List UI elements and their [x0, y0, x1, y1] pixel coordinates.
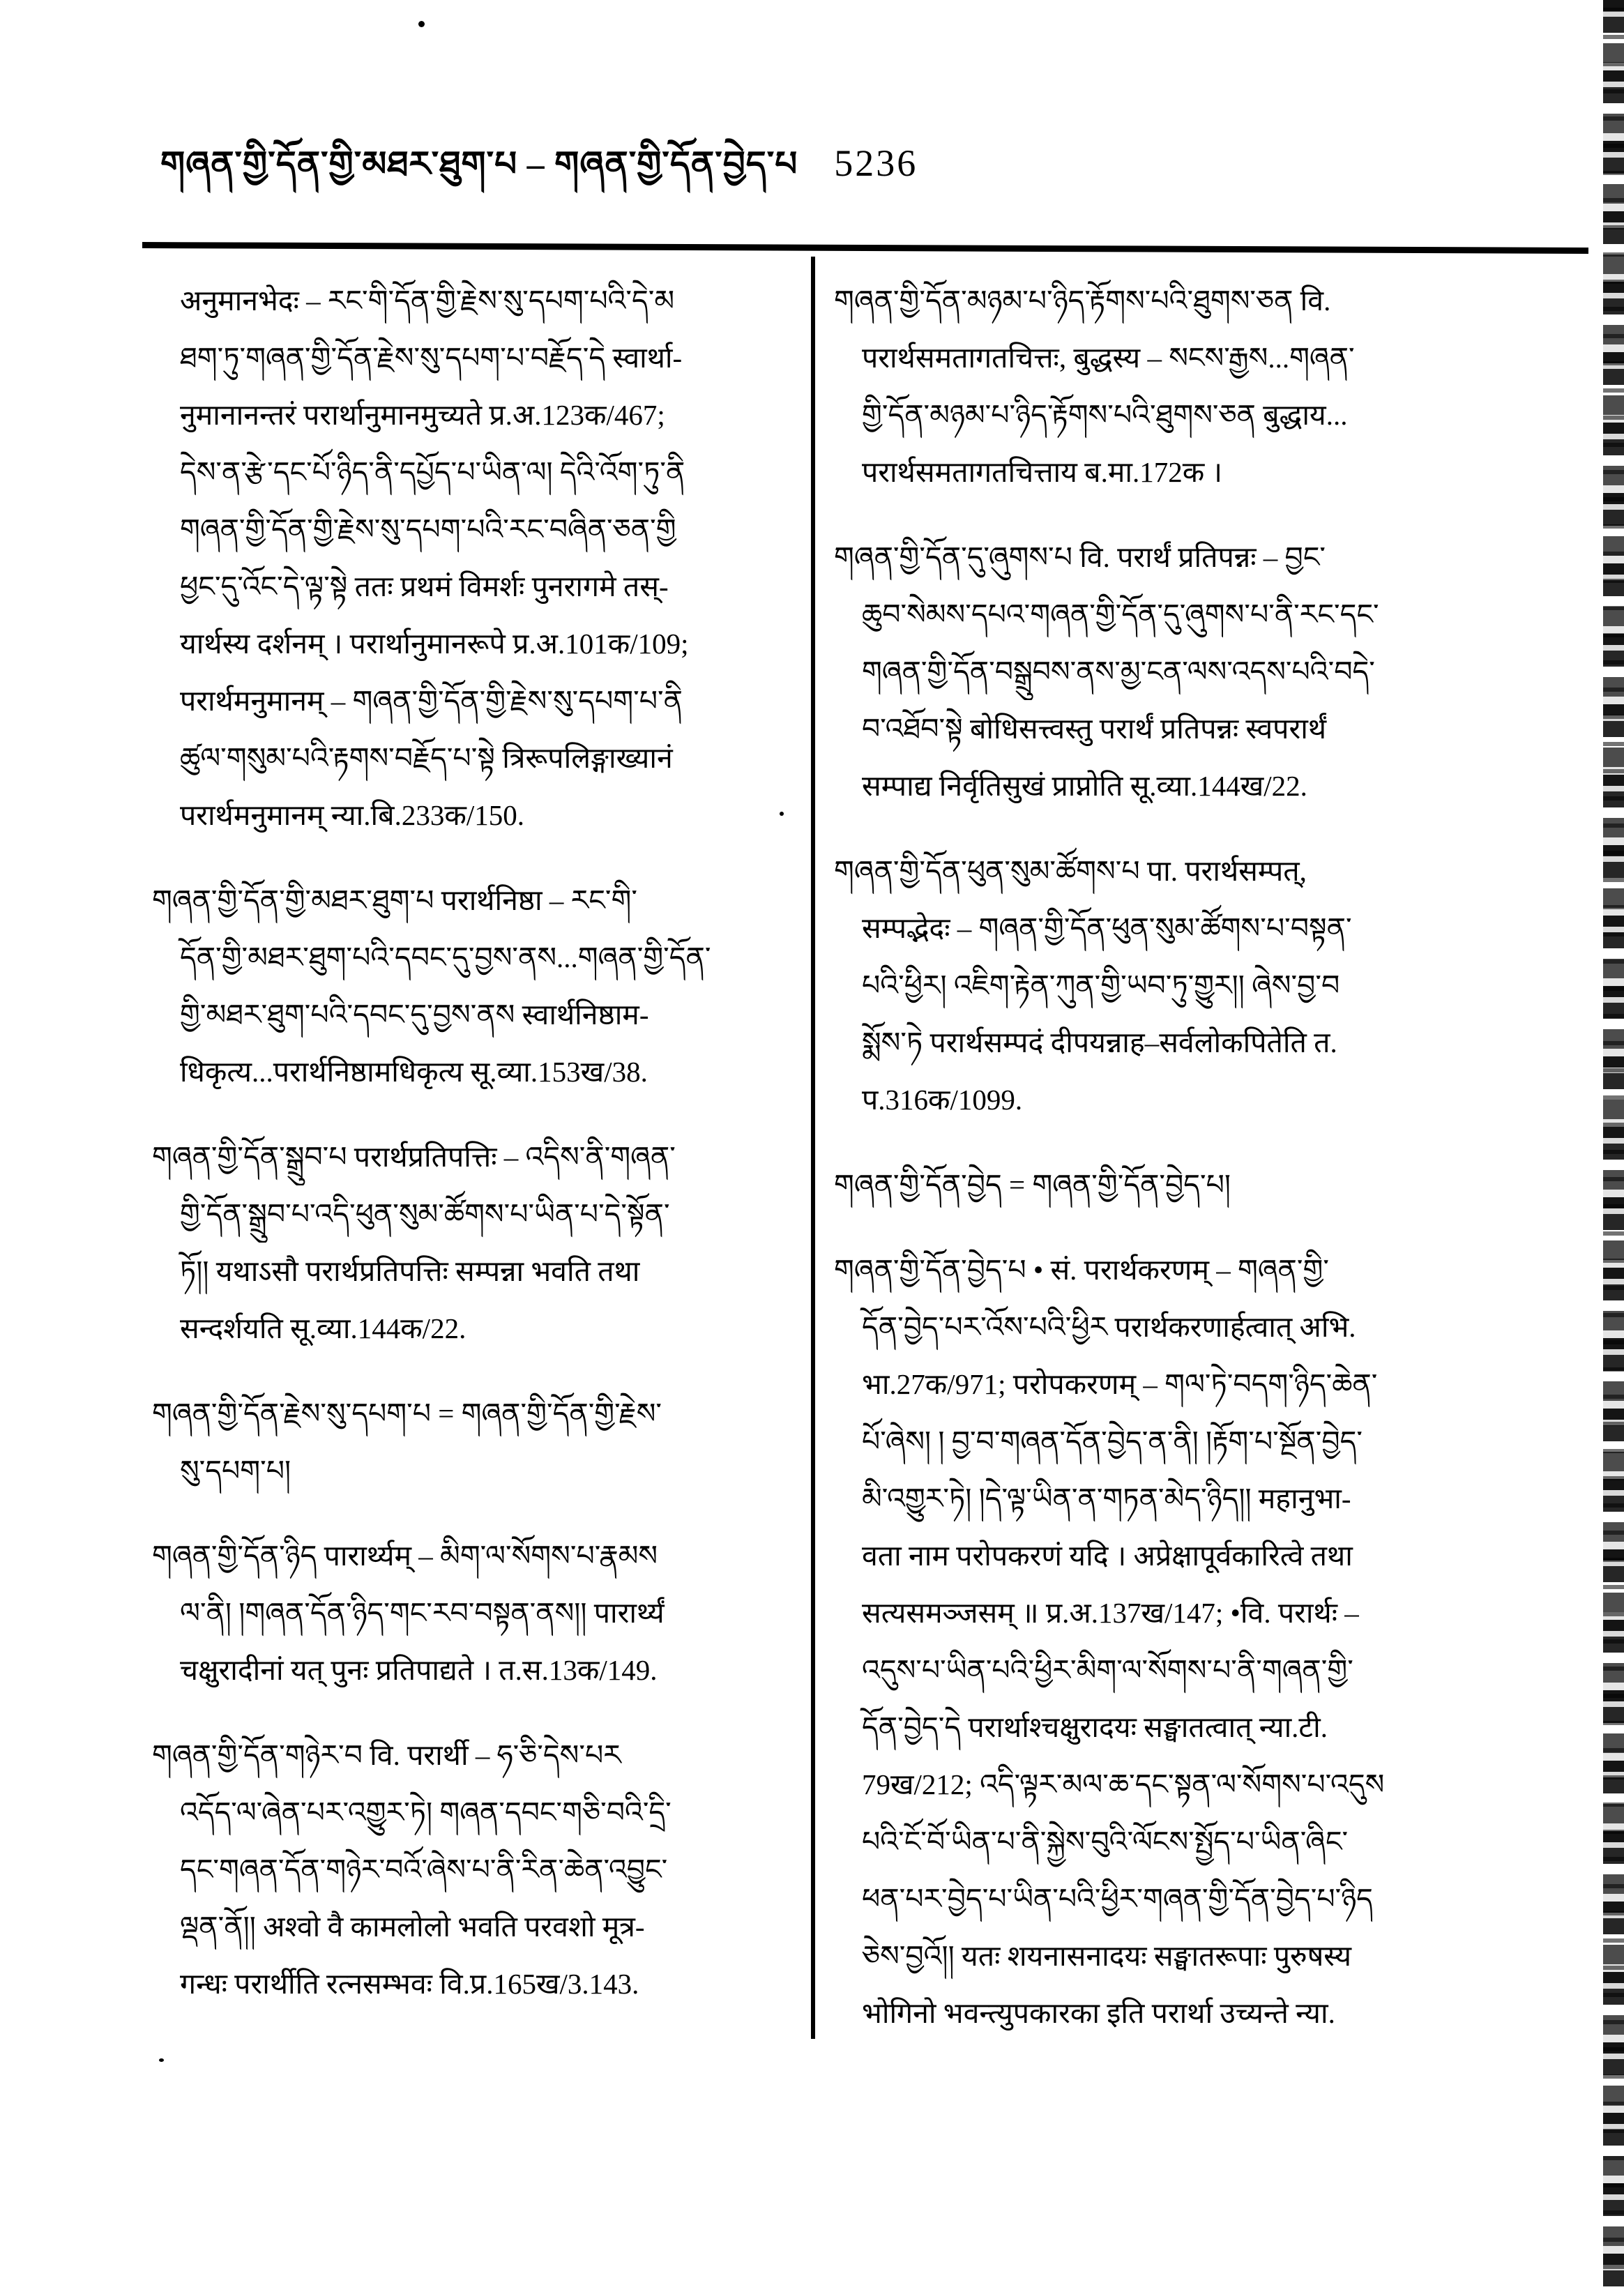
dictionary-entry [152, 1527, 813, 1699]
right-column [834, 272, 1597, 2070]
entry-line: नुमानानन्तरं परार्थानुमानमुच्यते प्र.अ.123क/467; [180, 399, 665, 431]
entry-line: གཞན་གྱི་དོན་བྱེད་པ • सं. परार्थकरणम् – གཞན་གྱི་ [834, 1254, 1329, 1286]
scan-edge-artifact [1603, 0, 1624, 2292]
entry-line: चक्षुरादीनां यत् पुनः प्रतिपाद्यते । त.स.13क/149. [180, 1654, 658, 1686]
entry-line: ཏོ།། यथाऽसौ परार्थप्रतिपत्तिः सम्पन्ना भवति तथा [180, 1255, 640, 1287]
dictionary-entry [834, 1241, 1597, 2042]
dictionary-entry [152, 1726, 813, 2012]
entry-line: གཞན་གྱི་དོན་བསྒྲུབས་ནས་མྱ་ངན་ལས་འདས་པའི་བདེ་ [862, 655, 1375, 688]
dictionary-entry [152, 1128, 813, 1357]
entry-line: सम्पद्भेदः – གཞན་གྱི་དོན་ཕུན་སུམ་ཚོགས་པ་བསྟན་ [862, 912, 1352, 944]
header-rule [142, 242, 1588, 254]
entry-line: ཐག་ཏུ་གཞན་གྱི་དོན་རྗེས་སུ་དཔག་པ་བརྗོད་དེ स्वार्था- [180, 342, 683, 374]
left-column [152, 272, 813, 2040]
dictionary-entry [834, 272, 1597, 501]
entry-line: གཞན་གྱི་དོན་མཉམ་པ་ཉིད་རྟོགས་པའི་ཐུགས་ཅན वि. [834, 284, 1331, 317]
entry-line: सत्यसमञ्जसम् ॥ प्र.अ.137ख/147; •वि. परार्थः – [862, 1597, 1359, 1629]
dictionary-entry [834, 1156, 1597, 1213]
entry-line: भोगिनो भवन्त्युपकारका इति परार्था उच्यन्ते न्या. [862, 1997, 1335, 2029]
entry-line: ཅེས་བྱའོ།། यतः शयनासनादयः सङ्घातरूपाः पुरुषस्य [862, 1940, 1352, 1972]
page-number: 5236 [834, 142, 918, 184]
entry-line: གྱི་མཐར་ཐུག་པའི་དབང་དུ་བྱས་ནས स्वार्थनिष्ठाम- [180, 999, 649, 1031]
entry-line: परार्थमनुमानम् न्या.बि.233क/150. [180, 799, 524, 831]
entry-line: ལྡན་ནོ།། अश्वो वै कामलोलो भवति परवशो मूत्र- [180, 1911, 645, 1943]
entry-line: མི་འགྱུར་ཏེ། །དེ་ལྟ་ཡིན་ན་གཏན་མེད་ཉིད།། महानुभा- [862, 1482, 1351, 1515]
entry-line: དང་གཞན་དོན་གཉེར་བའོ་ཞེས་པ་ནི་རིན་ཆེན་འབྱུང་ [180, 1853, 668, 1885]
entry-line: གཞན་གྱི་དོན་གྱི་རྗེས་སུ་དཔག་པའི་རང་བཞིན་ཅན་གྱི [180, 513, 676, 545]
entry-line: भा.27क/971; परोपकरणम् – གལ་ཏེ་བདག་ཉིད་ཆེན་ [862, 1368, 1378, 1400]
scan-speck [418, 21, 425, 27]
entry-line: གཞན་གྱི་དོན་སྒྲུབ་པ परार्थप्रतिपत्तिः – འདིས་ནི་གཞན་ [152, 1141, 676, 1173]
scan-speck [159, 2058, 164, 2062]
entry-line: ཕྱང་དུ་འོང་དེ་ལྟ་སྟེ ततः प्रथमं विमर्शः पुनरागमे तस्- [180, 570, 669, 602]
entry-line: པའི་ངོ་བོ་ཡིན་པ་ནི་སྐྱེས་བུའི་ལོངས་སྤྱོད་པ་ཡིན་ཞིང་ [862, 1826, 1349, 1858]
entry-line: प.316क/1099. [862, 1084, 1023, 1116]
entry-line: परार्थमनुमानम् – གཞན་གྱི་དོན་གྱི་རྗེས་སུ་དཔག་པ་ནི [180, 685, 683, 717]
entry-line: སུ་དཔག་པ། [180, 1455, 291, 1487]
entry-line: དོན་གྱི་མཐར་ཐུག་པའི་དབང་དུ་བྱས་ནས...གཞན་གྱི་དོན་ [180, 941, 711, 973]
scan-speck [780, 812, 784, 816]
entry-line: गन्धः परार्थीति रत्नसम्भवः वि.प्र.165ख/3.143. [180, 1968, 639, 2000]
entry-line: བ་འཐོབ་སྟེ बोधिसत्त्वस्तु परार्थं प्रतिपन्नः स्वपरार्थं [862, 713, 1327, 745]
dictionary-entry [152, 1385, 813, 1499]
entry-line: सम्पाद्य निर्वृतिसुखं प्राप्नोति सू.व्या.144ख/22. [862, 770, 1307, 802]
entry-line: གཞན་གྱི་དོན་ཉིད पारार्थ्यम् – མིག་ལ་སོགས་པ་རྣམས [152, 1540, 658, 1572]
entry-line: ཆུབ་སེམས་དཔའ་གཞན་གྱི་དོན་དུ་ཞུགས་པ་ནི་རང་དང་ [862, 598, 1379, 630]
entry-line: གཞན་གྱི་དོན་རྗེས་སུ་དཔག་པ = གཞན་གྱི་དོན་གྱི་རྗེས་ [152, 1397, 662, 1429]
entry-line: པོ་ཞེས། ། བྱ་བ་གཞན་དོན་བྱེད་ན་ནི། །རྟོག་པ་སྔོན་བྱེད་ [862, 1425, 1363, 1457]
entry-line: ཚུལ་གསུམ་པའི་རྟགས་བརྗོད་པ་སྟེ त्रिरूपलिङ्गाख्यानं [180, 742, 673, 774]
entry-line: གཞན་གྱི་དོན་ཕུན་སུམ་ཚོགས་པ पा. परार्थसम्पत्, [834, 855, 1307, 887]
entry-line: अनुमानभेदः – རང་གི་དོན་གྱི་རྗེས་སུ་དཔག་པའི་དེ་མ [180, 284, 675, 317]
running-head [160, 126, 918, 223]
running-head-entry-range: གཞན་གྱི་དོན་གྱི་མཐར་ཐུག་པ – གཞན་གྱི་དོན་བྱེད་པ [160, 144, 798, 183]
entry-line: वता नाम परोपकरणं यदि । अप्रेक्षापूर्वकारित्वे तथा [862, 1540, 1353, 1572]
entry-line: ལ་ནི། །གཞན་དོན་ཉིད་གང་རབ་བསྟན་ནས།། पारार्थ्यं [180, 1597, 665, 1629]
entry-line: འདུས་པ་ཡིན་པའི་ཕྱིར་མིག་ལ་སོགས་པ་ནི་གཞན་གྱི་ [862, 1654, 1353, 1686]
entry-line: परार्थसमतागतचित्तः, बुद्धस्य – སངས་རྒྱས...གཞན་ [862, 342, 1355, 374]
entry-line: सन्दर्शयति सू.व्या.144क/22. [180, 1312, 466, 1344]
entry-line: དོན་བྱེད་པར་འོས་པའི་ཕྱིར परार्थकरणार्हत्वात् अभि. [862, 1311, 1356, 1343]
entry-line: གཞན་གྱི་དོན་དུ་ཞུགས་པ वि. परार्थं प्रतिपन्नः – བྱང་ [834, 541, 1326, 573]
entry-line: यार्थस्य दर्शनम् । परार्थानुमानरूपे प्र.अ.101क/109; [180, 628, 689, 660]
dictionary-entry [152, 872, 813, 1100]
entry-line: གཞན་གྱི་དོན་གཉེར་བ वि. परार्थी – ཧ་ཅི་དེས་པར [152, 1739, 621, 1771]
dictionary-entry-continuation [152, 272, 813, 844]
entry-line: 79ख/212; འདི་ལྟར་མལ་ཆ་དང་སྟན་ལ་སོགས་པ་འདུས [862, 1768, 1385, 1800]
entry-line: དེས་ན་རྩེ་དང་པོ་ཉིད་ནི་དཔྱོད་པ་ཡིན་ལ། དེའི་འོག་ཏུ་ནི [180, 456, 685, 488]
entry-line: ཕན་པར་བྱེད་པ་ཡིན་པའི་ཕྱིར་གཞན་གྱི་དོན་བྱེད་པ་ཉིད [862, 1883, 1373, 1915]
entry-line: གཞན་གྱི་དོན་བྱེད = གཞན་གྱི་དོན་བྱེད་པ། [834, 1169, 1231, 1201]
entry-line: དོན་བྱེད་དེ परार्थाश्चक्षुरादयः सङ्घातत्वात् न्या.टी. [862, 1711, 1328, 1743]
entry-line: परार्थसमतागतचित्ताय ब.मा.172क । [862, 456, 1223, 488]
entry-line: སྨོས་ཏེ परार्थसम्पदं दीपयन्नाह–सर्वलोकपितेति त. [862, 1026, 1337, 1058]
dictionary-entry [834, 529, 1597, 814]
entry-line: གྱི་དོན་མཉམ་པ་ཉིད་རྟོགས་པའི་ཐུགས་ཅན बुद्धाय... [862, 399, 1348, 431]
dictionary-entry [834, 842, 1597, 1128]
entry-line: པའི་ཕྱིར། འཇིག་རྟེན་ཀུན་གྱི་ཡབ་ཏུ་གྱུར།། ཞེས་བྱ་བ [862, 969, 1340, 1001]
entry-line: གྱི་དོན་སྒྲུབ་པ་འདི་ཕུན་སུམ་ཚོགས་པ་ཡིན་པ་དེ་སྟོན་ [180, 1198, 670, 1230]
entry-line: འདོད་ལ་ཞེན་པར་འགྱུར་ཏེ། གཞན་དབང་གཅི་བའི་དྲི་ [180, 1796, 671, 1828]
entry-line: གཞན་གྱི་དོན་གྱི་མཐར་ཐུག་པ परार्थनिष्ठा – རང་གི་ [152, 884, 637, 916]
entry-line: धिकृत्य...परार्थनिष्ठामधिकृत्य सू.व्या.153ख/38. [180, 1056, 648, 1088]
